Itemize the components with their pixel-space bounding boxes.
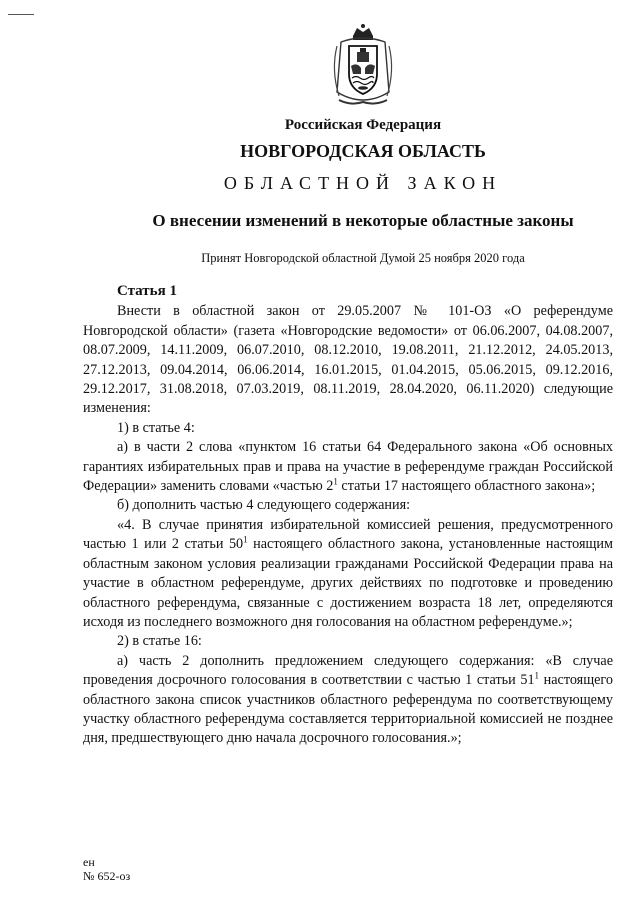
region-name: НОВГОРОДСКАЯ ОБЛАСТЬ bbox=[240, 141, 486, 161]
coat-of-arms-emblem bbox=[327, 22, 399, 110]
quote-text: «4. В случае принятия избирательной комиссией решения, предусмотренного частью 1 или 2 статьи 50 bbox=[83, 516, 613, 553]
law-type: ОБЛАСТНОЙ ЗАКОН bbox=[223, 173, 503, 193]
amendment-item-1: 1) в статье 4: bbox=[117, 419, 195, 436]
scan-mark bbox=[8, 14, 34, 15]
superscript: 1 bbox=[534, 670, 540, 681]
superscript: 1 bbox=[243, 534, 248, 545]
law-body bbox=[83, 282, 613, 749]
amendment-item-1b: б) дополнить частью 4 следующего содержания: bbox=[117, 497, 411, 514]
adoption-note: Принят Новгородской областной Думой 25 ноября 2020 года bbox=[201, 251, 525, 265]
item-2a-text: а) часть 2 дополнить предложением следующего содержания: «В случае проведения досрочного голосования в соответствии с частью 1 статьи 51 bbox=[83, 652, 613, 689]
item-2a-text-end: настоящего областного закона список участников областного референдума по соответствующему участку областного референдума составляется территориальной комиссией не позднее дня, предшествующего дню начала досрочного голосования.»; bbox=[83, 672, 613, 747]
quote-text-end: настоящего областного закона, установленные настоящим областным законом условия реализации гражданами Российской Федерации права на участие в областном референдуме, других действиях по подготовке и проведению областного референдума, связанные с достижением возраста 18 лет, определяются исходя из последнего возможного дня голосования на областном референдуме.»; bbox=[83, 536, 613, 630]
article-intro-paragraph: Внести в областной закон от 29.05.2007 № 101-ОЗ «О референдуме Новгородской области» (газета «Новгородские ведомости» от 06.06.2007, 04.08.2007, 08.07.2009, 14.11.2009, 06.07.2010, 08.12.2010, 19.08.2011, 21.12.2012, 24.05.2013, 27.12.2013, 09.04.2014, 06.06.2014, 16.01.2015, 01.04.2015, 05.06.2015, 09.12.2016, 29.12.2017, 31.08.2018, 07.03.2019, 08.11.2019, 28.04.2020, 06.11.2020) следующие изменения: bbox=[83, 303, 613, 417]
author-initials: ен bbox=[83, 855, 95, 869]
amendment-item-1a bbox=[83, 438, 613, 496]
amendment-item-2a bbox=[83, 652, 613, 749]
item-1a-text: а) в части 2 слова «пунктом 16 статьи 64 Федерального закона «Об основных гарантиях избирательных прав и права на участие в референдуме граждан Российской Федерации» заменить словами «частью 2 bbox=[83, 439, 613, 495]
quoted-part-4 bbox=[83, 516, 613, 632]
superscript: 1 bbox=[333, 476, 338, 487]
article-heading: Статья 1 bbox=[117, 283, 177, 299]
law-title: О внесении изменений в некоторые областные законы bbox=[152, 211, 574, 230]
item-1a-text-end: статьи 17 настоящего областного закона»; bbox=[337, 478, 596, 495]
document-footer bbox=[83, 855, 130, 883]
law-registration-number: № 652-оз bbox=[83, 869, 131, 883]
amendment-item-2: 2) в статье 16: bbox=[117, 633, 202, 650]
country-name: Российская Федерация bbox=[284, 117, 442, 133]
